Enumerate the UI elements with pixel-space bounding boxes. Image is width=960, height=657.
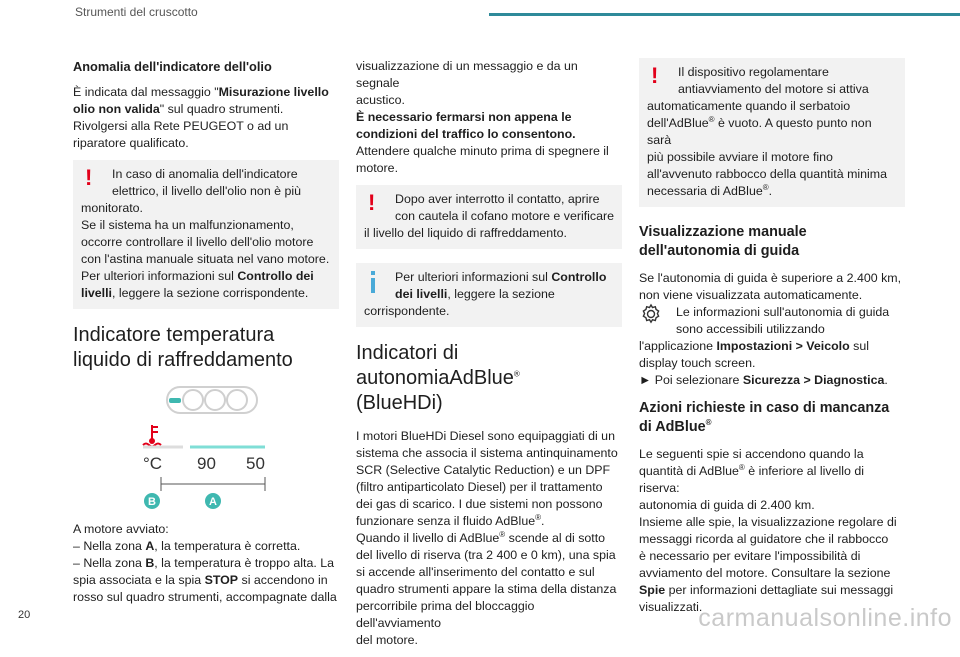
registered-mark: ® — [499, 529, 506, 539]
text: per informazioni dettagliate sui messaggi — [665, 583, 894, 597]
text: rosso sul quadro strumenti, accompagnate dalla — [73, 590, 337, 604]
text: quadro strumenti appare la stima della distanza — [356, 582, 617, 596]
text: autonomiaAdBlue — [356, 367, 514, 389]
text: Indicatore temperatura — [73, 324, 275, 346]
text: . — [768, 184, 773, 198]
text: antiavviamento del motore si attiva — [678, 82, 869, 96]
range-paragraph — [639, 270, 905, 304]
text: , leggere la sezione — [447, 287, 555, 301]
registered-mark: ® — [738, 462, 745, 472]
watermark: carmanualsonline.info — [698, 604, 952, 632]
bold-text: Sicurezza > Diagnostica — [742, 373, 885, 387]
text: si accende all'inserimento del contatto e sul — [356, 565, 595, 579]
gauge-unit-label: °C — [143, 454, 163, 473]
registered-mark: ® — [535, 512, 542, 522]
text: . — [541, 514, 545, 528]
bold-text: È necessario fermarsi non appena le — [356, 110, 572, 124]
bold-text: Misurazione livello — [218, 85, 329, 99]
text: , la temperatura è corretta. — [154, 539, 301, 553]
text: Insieme alle spie, la visualizzazione regolare di — [639, 515, 897, 529]
text: autonomia di guida di 2.400 km. — [639, 498, 815, 512]
text: Per ulteriori informazioni sul — [395, 270, 552, 284]
text: automaticamente quando il serbatoio — [647, 99, 851, 113]
text: Per ulteriori informazioni sul — [81, 269, 238, 283]
text: dell'autonomia di guida — [639, 243, 800, 259]
text: è vuoto. A questo punto non sarà — [647, 116, 872, 147]
text: quantità di AdBlue — [639, 464, 739, 478]
bold-text: Spie — [639, 583, 666, 597]
exclamation-icon: ! — [651, 63, 659, 88]
text: acustico. — [356, 93, 405, 107]
heading-oil-indicator-fault: Anomalia dell'indicatore dell'olio — [73, 59, 272, 74]
text: Quando il livello di AdBlue — [356, 531, 500, 545]
text: – Nella zona — [73, 556, 146, 570]
bold-text: dei livelli — [395, 287, 448, 301]
info-icon — [368, 271, 378, 291]
bold-text: A — [145, 539, 155, 553]
text: percorribile prima del bloccaggio dell'avviamento — [356, 599, 535, 630]
oil-fault-paragraph — [73, 84, 339, 152]
column-3 — [639, 58, 905, 624]
text: display touch screen. — [639, 356, 756, 370]
text: sul — [849, 339, 869, 353]
gauge-tick-50: 50 — [246, 454, 265, 473]
text: Dopo aver interrotto il contatto, aprire — [395, 192, 600, 206]
heading-adblue-shortage-actions — [639, 399, 905, 437]
bold-text: olio non valida — [73, 102, 160, 116]
coolant-temperature-icon — [143, 425, 161, 447]
zone-a-label: A — [209, 496, 217, 508]
text: dei gas di scarico. I due sistemi non possono — [356, 497, 603, 511]
text: con l'astina manuale situata nel vano motore. — [81, 252, 330, 266]
text: si accendono in — [238, 573, 328, 587]
text: Indicatori di — [356, 342, 459, 364]
text: visualizzazione di un messaggio e da un segnale — [356, 59, 578, 90]
text: Rivolgersi alla Rete PEUGEOT o ad un — [73, 119, 289, 133]
text: , leggere la sezione corrispondente. — [112, 286, 309, 300]
text: sono accessibili utilizzando — [676, 322, 825, 336]
text: è inferiore al livello di riserva: — [639, 464, 864, 495]
text: del livello di riserva (tra 2 400 e 0 km), una spia — [356, 548, 616, 562]
text: avviamento del motore. Consultare la sezione — [639, 566, 891, 580]
text: I motori BlueHDi Diesel sono equipaggiati di un — [356, 429, 615, 443]
text: SCR (Selective Catalytic Reduction) e un DPF — [356, 463, 611, 477]
column-2 — [356, 58, 622, 657]
heading-coolant-temperature — [73, 323, 339, 373]
header-accent-bar — [489, 13, 960, 16]
column-1 — [73, 58, 339, 614]
text: occorre controllare il livello dell'olio motore — [81, 235, 314, 249]
text: (BlueHDi) — [356, 392, 443, 414]
exclamation-icon: ! — [368, 190, 376, 215]
text: In caso di anomalia dell'indicatore — [112, 167, 298, 181]
text: elettrico, il livello dell'olio non è più — [112, 184, 302, 198]
settings-note — [639, 304, 905, 389]
text: non viene visualizzata automaticamente. — [639, 288, 863, 302]
text: Le seguenti spie si accendono quando la — [639, 447, 864, 461]
text: – Nella zona — [73, 539, 146, 553]
shortage-paragraph — [639, 446, 905, 616]
text: messaggi ricorda al guidatore che il rabbocco — [639, 532, 889, 546]
coolant-gauge-svg — [73, 385, 339, 511]
text: monitorato. — [81, 201, 143, 215]
text: Se l'autonomia di guida è superiore a 2.400 km, — [639, 271, 902, 285]
registered-mark: ® — [705, 418, 712, 428]
registered-mark: ® — [708, 114, 715, 124]
text: il livello del liquido di raffreddamento. — [364, 226, 567, 240]
continued-paragraph — [356, 58, 622, 177]
warning-box-coolant — [356, 185, 622, 249]
bold-text: condizioni del traffico lo consentono. — [356, 127, 576, 141]
text: , la temperatura è troppo alta. La — [154, 556, 335, 570]
text: all'avvenuto rabbocco della quantità minima — [647, 167, 887, 181]
text: Attendere qualche minuto prima di spegnere il — [356, 144, 609, 158]
text: di AdBlue — [639, 419, 706, 435]
info-box-levels — [356, 263, 622, 327]
text: l'applicazione — [639, 339, 717, 353]
page-number: 20 — [18, 609, 31, 621]
text: " sul quadro strumenti. — [159, 102, 284, 116]
text: visualizzati. — [639, 600, 703, 614]
bold-text: B — [145, 556, 155, 570]
heading-adblue-autonomy — [356, 341, 622, 416]
text: è necessario per evitare l'impossibilità di — [639, 549, 861, 563]
warning-box-oil — [73, 160, 339, 309]
registered-mark: ® — [762, 182, 769, 192]
text: spia associata e la spia — [73, 573, 205, 587]
exclamation-icon: ! — [85, 165, 93, 190]
text: con cautela il cofano motore e verificare — [395, 209, 615, 223]
gauge-lamps-icon — [167, 387, 257, 413]
text: riparatore qualificato. — [73, 136, 189, 150]
bold-text: Controllo — [551, 270, 607, 284]
text: Azioni richieste in caso di mancanza — [639, 400, 890, 416]
engine-running-paragraph — [73, 521, 339, 606]
text: È indicata dal messaggio " — [73, 85, 219, 99]
text: dell'AdBlue — [647, 116, 709, 130]
running-header: Strumenti del cruscotto — [75, 5, 198, 19]
heading-manual-range-display — [639, 223, 905, 261]
text: Le informazioni sull'autonomia di guida — [676, 305, 890, 319]
zone-b-label: B — [148, 496, 156, 508]
bold-text: Controllo dei — [237, 269, 314, 283]
bluehdi-paragraph — [356, 428, 622, 649]
bold-text: STOP — [204, 573, 239, 587]
coolant-gauge-illustration — [73, 385, 339, 511]
text: scende al di sotto — [505, 531, 606, 545]
text: . — [884, 373, 888, 387]
text: Se il sistema ha un malfunzionamento, — [81, 218, 294, 232]
bold-text: Impostazioni > Veicolo — [716, 339, 850, 353]
text: Il dispositivo regolamentare — [678, 65, 829, 79]
text: necessaria di AdBlue — [647, 184, 763, 198]
gear-icon — [639, 302, 663, 326]
text: liquido di raffreddamento — [73, 349, 293, 371]
warning-box-adblue — [639, 58, 905, 207]
text: ► Poi selezionare — [639, 373, 743, 387]
text: Visualizzazione manuale — [639, 224, 807, 240]
text: A motore avviato: — [73, 522, 169, 536]
text: più possibile avviare il motore fino — [647, 150, 833, 164]
bold-text: livelli — [81, 286, 112, 300]
registered-mark: ® — [513, 369, 520, 379]
text: sistema che associa il sistema antinquinamento — [356, 446, 618, 460]
text: (filtro antiparticolato Diesel) per il trattamento — [356, 480, 603, 494]
text: funzionare senza il fluido AdBlue — [356, 514, 536, 528]
gauge-tick-90: 90 — [197, 454, 216, 473]
text: motore. — [356, 161, 399, 175]
text: del motore. — [356, 633, 418, 647]
text: corrispondente. — [364, 304, 450, 318]
